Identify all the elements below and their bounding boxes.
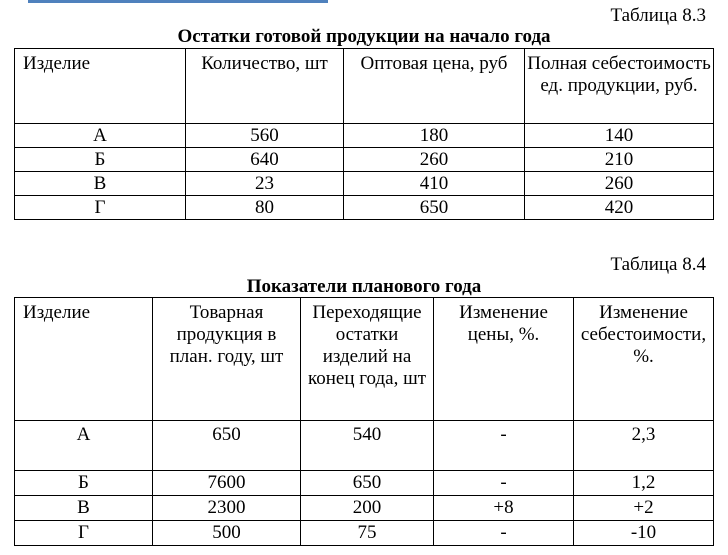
table-cell: 640 <box>186 148 344 172</box>
table-cell: 7600 <box>153 471 301 496</box>
table-8-4 <box>14 297 714 546</box>
table-cell: 80 <box>186 196 344 220</box>
table-cell: А <box>15 421 153 471</box>
table-cell: 200 <box>301 496 434 521</box>
table-cell: +8 <box>434 496 574 521</box>
table-row <box>15 172 714 196</box>
header-cell: Изделие <box>15 49 186 124</box>
top-decor-line <box>28 0 328 3</box>
table-cell: 560 <box>186 124 344 148</box>
table-cell: 260 <box>344 148 525 172</box>
table-cell: 500 <box>153 521 301 546</box>
table-header-row <box>15 298 714 421</box>
table-cell: 650 <box>153 421 301 471</box>
header-cell: Изделие <box>15 298 153 421</box>
table-cell: 410 <box>344 172 525 196</box>
table-cell: Г <box>15 521 153 546</box>
table-cell: 140 <box>525 124 714 148</box>
table-cell: 650 <box>301 471 434 496</box>
table-cell: 180 <box>344 124 525 148</box>
table-cell: А <box>15 124 186 148</box>
table-cell: 540 <box>301 421 434 471</box>
header-cell: Товарная продукция в план. году, шт <box>153 298 301 421</box>
header-cell: Переходящие остатки изделий на конец года, шт <box>301 298 434 421</box>
table-cell: +2 <box>574 496 714 521</box>
table-8-3 <box>14 48 714 220</box>
table-8-3-title: Остатки готовой продукции на начало года <box>177 26 551 47</box>
table-cell: Б <box>15 471 153 496</box>
table-cell: 2300 <box>153 496 301 521</box>
table-cell: 210 <box>525 148 714 172</box>
table-row <box>15 421 714 471</box>
header-cell: Изменение цены, %. <box>434 298 574 421</box>
table-row <box>15 496 714 521</box>
table-cell: В <box>15 172 186 196</box>
table-cell: - <box>434 521 574 546</box>
table-row <box>15 471 714 496</box>
table-8-4-label: Таблица 8.4 <box>610 254 706 275</box>
header-cell: Полная себестоимость ед. продукции, руб. <box>525 49 714 124</box>
table-cell: 1,2 <box>574 471 714 496</box>
table-row <box>15 148 714 172</box>
table-8-4-title: Показатели планового года <box>246 276 482 297</box>
table-header-row <box>15 49 714 124</box>
table-cell: 2,3 <box>574 421 714 471</box>
table-cell: Г <box>15 196 186 220</box>
header-cell: Изменение себестоимости, %. <box>574 298 714 421</box>
table-cell: 650 <box>344 196 525 220</box>
table-cell: 23 <box>186 172 344 196</box>
table-cell: - <box>434 421 574 471</box>
header-cell: Количество, шт <box>186 49 344 124</box>
table-cell: Б <box>15 148 186 172</box>
table-cell: В <box>15 496 153 521</box>
table-cell: 75 <box>301 521 434 546</box>
table-cell: - <box>434 471 574 496</box>
table-8-3-label: Таблица 8.3 <box>610 5 706 26</box>
header-cell: Оптовая цена, руб <box>344 49 525 124</box>
table-cell: -10 <box>574 521 714 546</box>
table-row <box>15 521 714 546</box>
table-cell: 260 <box>525 172 714 196</box>
table-row <box>15 124 714 148</box>
table-cell: 420 <box>525 196 714 220</box>
table-row <box>15 196 714 220</box>
